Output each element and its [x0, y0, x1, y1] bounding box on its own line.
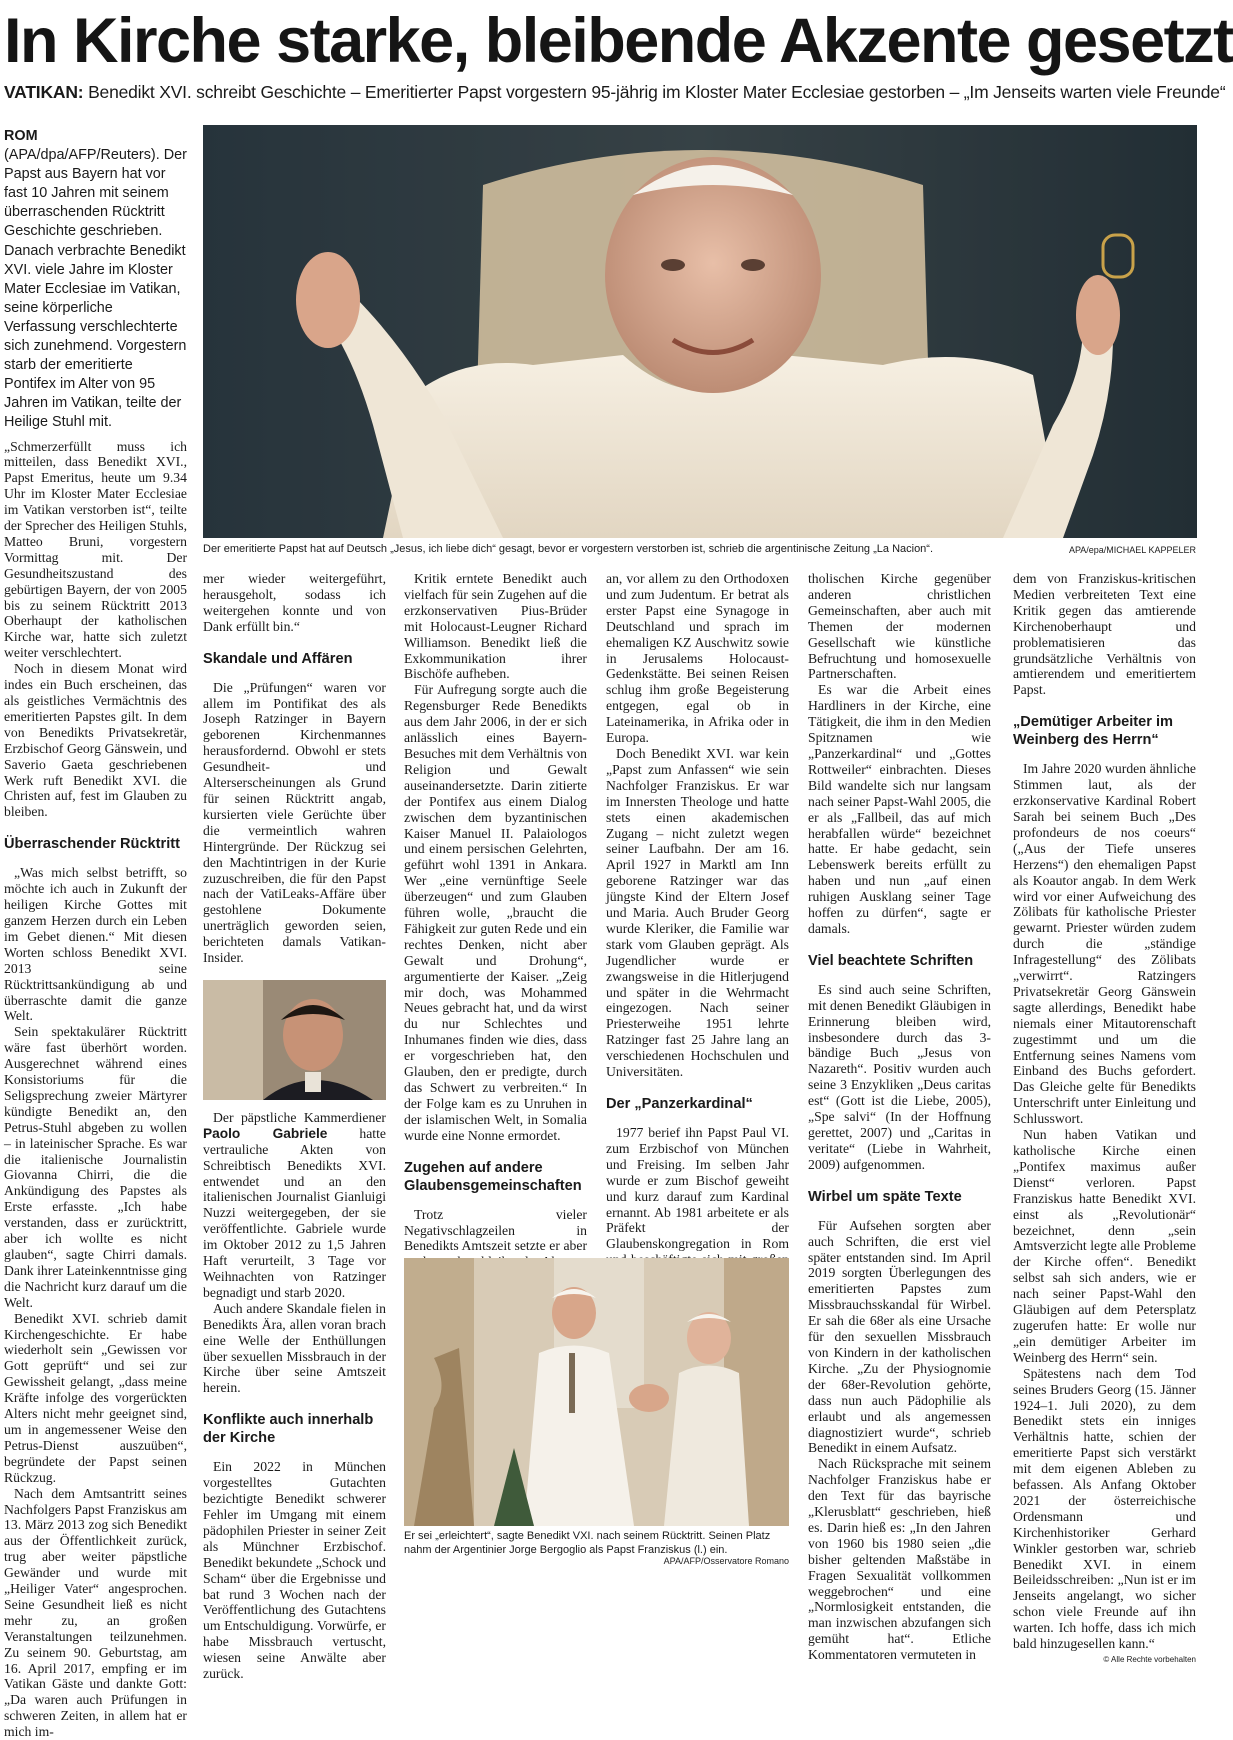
paragraph: Trotz vieler Negativschlagzeilen in Benedikts Amtszeit setzte er aber	[404, 1206, 587, 1254]
main-photo-image	[203, 125, 1197, 538]
paragraph: an, vor allem zu den Orthodoxen und zum Judentum. Er betrat als erster Papst eine Synagoge in Deutschland und sprach im ehemaligen KZ Auschwitz sowie in Jerusalems Holocaust-Gedenkstätte. Bei seinen Reisen schlug ihm große Begeisterung entgegen, egal ob in Lateinamerika, in Afrika oder in Europa.	[606, 571, 789, 746]
paragraph: Spätestens nach dem Tod seines Bruders Georg (15. Jänner 1924–1. Juli 2020), zu dem Benedikt stets ein inniges Verhältnis hatte, schien der emeritierte Papst sich verstärkt mit dem eigenen Ableben zu befassen. Als Anfang Oktober 2021 der österreichische Ordensmann und Kirchenhistoriker Gerhard Winkler gestorben war, schrieb Benedikt XVI. in einem Beileidsschreiben: „Nun ist er im Jenseits angelangt, wo sicher schon viele Freunde auf ihn warten. Ich hoffe, dass ich mich bald hinzugesellen kann.“	[1013, 1365, 1196, 1652]
column-2	[203, 571, 386, 1682]
paragraph: „Schmerzerfüllt muss ich mitteilen, dass Benedikt XVI., Papst Emeritus, heute um 9.34 Uhr im Kloster Mater Ecclesiae im Vatikan verstorben ist“, teilte der Sprecher des Heiligen Stuhls, Matteo Bruni, vorgestern Vormittag mit. Der Gesundheitszustand des gebürtigen Bayern, der von 2005 bis zu seinem Rücktritt 2013 Oberhaupt der katholischen Kirche war, hatte sich zuletzt weiter verschlechtert.	[4, 438, 187, 661]
column-4	[606, 571, 789, 1251]
subline-kicker: VATIKAN:	[4, 82, 84, 102]
paragraph: Ein 2022 in München vorgestelltes Gutachten bezichtigte Benedikt schwerer Fehler im Umgang mit einem pädophilen Priester in seiner Zeit als Münchner Erzbischof. Benedikt bekundete „Schock und Scham“ über die Ergebnisse und bat rund 3 Wochen nach der Veröffentlichung des Gutachtens um Entschuldigung. Vorwürfe, er habe Missbrauch vertuscht, wiesen seine Anwälte aber zurück.	[203, 1459, 386, 1682]
headline: In Kirche starke, bleibende Akzente gesetzt	[4, 6, 1233, 76]
paragraph: Im Jahre 2020 wurden ähnliche Stimmen laut, als der erzkonservative Kardinal Robert Sarah bei seinem Buch „Des profondeurs de nos coeurs“ („Aus der Tiefe unseres Herzens“) den ehemaligen Papst als Koautor angab. In dem Werk wird vor einer Aufweichung des Zölibats für katholische Priester gewarnt. Priester würden zudem durch die „ständige Infragestellung“ des Zölibats „verwirrt“. Ratzingers Privatsekretär Georg Gänswein sagte allerdings, Benedikt habe niemals einer Mitautorenschaft zugestimmt und um die Entfernung seines Namens vom Einband des Buchs gefordert. Das Gleiche gelte für Benedikts Unterschrift unter Einleitung und Schlusswort.	[1013, 761, 1196, 1127]
rights-notice: © Alle Rechte vorbehalten	[1103, 1655, 1196, 1664]
bottom-photo	[404, 1258, 789, 1526]
paragraph: Es sind auch seine Schriften, mit denen Benedikt Gläubigen in Erinnerung bleiben wird, insbesondere durch das 3-bändige Buch „Jesus von Nazareth“. Positiv wurden auch seine 3 Enzykliken „Deus caritas est“ (Gott ist die Liebe, 2005), „Spe salvi“ (In der Hoffnung gerettet, 2007) und „Caritas in veritate“ (Liebe in Wahrheit, 2009) aufgenommen.	[808, 981, 991, 1172]
paragraph: Sein spektakulärer Rücktritt wäre fast überhört worden. Ausgerechnet während eines Konsistoriums für die Seligsprechung zweier Märtyrer kündigte Benedikt an, den Petrus-Stuhl abgeben zu wollen – in lateinischer Sprache. Es war die italienische Journalistin Giovanna Chirri, die die Ankündigung des Papstes als Erste erfasste. „Ich habe verstanden, dass er zurücktritt, aber ich wollte es nicht glauben“, sagte Chirri damals. Dank ihrer Lateinkenntnisse ging die Nachricht kurz darauf um die Welt.	[4, 1024, 187, 1310]
paragraph-text: hatte vertrauliche Akten von Schreibtisch Benedikts XVI. entwendet und an den italienischen Journalist Gianluigi Nuzzi weitergegeben, der sie veröffentlichte. Gabriele wurde im Oktober 2012 zu 1,5 Jahren Haft verurteilt, 3 Tage vor Weihnachten von Ratzinger begnadigt und starb 2020.	[203, 1125, 386, 1300]
subheading: „Demütiger Arbeiter im Weinberg des Herrn“	[1013, 714, 1174, 749]
paragraph: tholischen Kirche gegenüber anderen christlichen Gemeinschaften, aber auch mit Themen der modernen Gesellschaft wie künstliche Befruchtung und homosexuelle Partnerschaften.	[808, 571, 991, 682]
paragraph: Kritik erntete Benedikt auch vielfach für sein Zugehen auf die erzkonservativen Pius-Brüder mit Holocaust-Leugner Richard Williamson. Benedikt ließ die Exkommunikation ihrer Bischöfe aufheben.	[404, 571, 587, 682]
paragraph-text: Der päpstliche Kammerdiener	[213, 1109, 386, 1125]
lead-paragraph	[4, 127, 187, 433]
subheading: Zugehen auf andere Glaubensgemeinschaften	[404, 1159, 582, 1194]
column-1	[4, 127, 187, 1740]
bottom-photo-image	[404, 1258, 789, 1526]
subline	[4, 80, 1226, 104]
portrait-photo	[203, 980, 386, 1100]
subheading: Der „Panzerkardinal“	[606, 1096, 753, 1112]
person-name: Paolo Gabriele	[203, 1125, 328, 1141]
column-6	[1013, 571, 1196, 1664]
subheading: Konflikte auch innerhalb der Kirche	[203, 1412, 374, 1447]
paragraph: Für Aufsehen sorgten aber auch Schriften, die erst viel später entstanden sind. Im April 2019 sorgten Überlegungen des emeritierten Papstes zum Missbrauchsskandal für Wirbel. Er sah die 68er als eine Ursache für den sexuellen Missbrauch von Kindern in der katholischen Kirche. „Zu der Physiognomie der 68er-Revolution gehörte, dass nun auch Pädophilie als erlaubt und als angemessen diagnostiziert wurde“, schrieb Benedikt in einem Aufsatz.	[808, 1217, 991, 1456]
paragraph: Benedikt XVI. schrieb damit Kirchengeschichte. Er habe wiederholt sein „Gewissen vor Gott geprüft“ und sei zur Gewissheit gelangt, „dass meine Kräfte infolge des vorgerückten Alters nicht mehr geeignet sind, um in angemessener Weise den Petrus-Dienst auszuüben“, begründete der Papst seinen Rückzug.	[4, 1310, 187, 1485]
paragraph: Auch andere Skandale fielen in Benedikts Ära, allen voran brach eine Welle der Enthüllungen über sexuellen Missbrauch in der Kirche über seine Amtszeit herein.	[203, 1300, 386, 1396]
paragraph: Doch Benedikt XVI. war kein „Papst zum Anfassen“ wie sein Nachfolger Franziskus. Er war im Innersten Theologe und hatte stets einen akademischen Zugang – nicht zuletzt wegen seiner Laufbahn. Der am 16. April 1927 in Marktl am Inn geborene Ratzinger war das jüngste Kind der Eltern Josef und Maria. Auch Bruder Georg wurde Kleriker, die Familie war stark vom Glauben geprägt. Als Jugendlicher wurde er zwangsweise in die Hitlerjugend und später in die Wehrmacht eingezogen. Nach seiner Priesterweihe 1951 lehrte Ratzinger fast 25 Jahre lang an verschiedenen Hochschulen und Universitäten.	[606, 745, 789, 1080]
lead-text: (APA/dpa/AFP/Reuters). Der Papst aus Bayern hat vor fast 10 Jahren mit seinem überraschenden Rücktritt Geschichte geschrieben. Danach verbrachte Benedikt XVI. viele Jahre im Kloster Mater Ecclesiae im Vatikan, seine körperliche Verfassung verschlechterte sich zunehmend. Vorgestern starb der emeritierte Pontifex im Alter von 95 Jahren im Vatikan, teilte der Heilige Stuhl mit.	[4, 147, 187, 431]
paragraph: 1977 berief ihn Papst Paul VI. zum Erzbischof von München und Freising. Im selben Jahr wurde er zum Bischof geweiht und kurz darauf zum Kardinal ernannt. Ab 1981 arbeitete er als Präfekt der Glaubenskongregation in Rom	[606, 1125, 789, 1252]
bottom-photo-credit: APA/AFP/Osservatore Romano	[663, 1556, 789, 1566]
paragraph	[203, 1110, 386, 1301]
paragraph: mer wieder weitergeführt, herausgeholt, sodass ich weitergehen konnte und von Dank erfüllt bin.“	[203, 571, 386, 634]
main-photo-caption: Der emeritierte Papst hat auf Deutsch „Jesus, ich liebe dich“ gesagt, bevor er vorgestern verstorben ist, schrieb die argentinische Zeitung „La Nacion“.	[203, 543, 934, 555]
paragraph: Es war die Arbeit eines Hardliners in der Kirche, eine Tätigkeit, die ihm in den Medien Spitznamen wie „Panzerkardinal“ und „Gottes Rottweiler“ einbrachten. Dieses Bild wandelte sich nur langsam nach seiner Papst-Wahl 2005, die er als „Fallbeil, das auf mich herabfallen würde“ bezeichnet hatte. Er habe gedacht, sein Lebenswerk bereits erfüllt zu haben und nun „auf einen ruhigen Ausklang seiner Tage hoffen zu dürfen“, sagte er damals.	[808, 682, 991, 936]
paragraph: Nach dem Amtsantritt seines Nachfolgers Papst Franziskus am 13. März 2013 zog sich Benedikt aus der Öffentlichkeit zurück, trug aber weiter päpstliche Gewänder und wurde mit „Heiliger Vater“ angesprochen. Seine Gesundheit ließ es nicht mehr zu, an großen Veranstaltungen teilzunehmen. Zu seinem 90. Geburtstag, am 16. April 2017, empfing er im Vatikan Gäste und dankte Gott: „Da waren auch Prüfungen in schweren Zeiten, in allem hat er mich im-	[4, 1485, 187, 1740]
paragraph: Für Aufregung sorgte auch die Regensburger Rede Benedikts aus dem Jahr 2006, in der er sich anlässlich eines Bayern-Besuches mit dem Verhältnis von Religion und Gewalt auseinandersetzte. Darin zitierte der Pontifex aus einem Dialog zwischen dem byzantinischen Kaiser Manuel II. Palaiologos und einem persischen Gelehrten, geführt wohl 1391 in Ankara. Wer „eine vernünftige Seele überzeugen“ und zum Glauben führen wolle, „braucht die Fähigkeit zur guten Rede und ein rechtes Denken, nicht aber Gewalt und Drohung“, argumentierte der Kaiser. „Zeig mir doch, was Mohammed Neues gebracht hat, und da wirst du nur Schlechtes und Inhumanes finden wie dies, dass er vorgeschrieben hat, den Glauben, den er predigte, durch das Schwert zu verbreiten.“ In der Folge kam es zu Unruhen in der islamischen Welt, in Somalia wurde eine Nonne ermordet.	[404, 682, 587, 1143]
subheading: Viel beachtete Schriften	[808, 952, 974, 969]
subline-text: Benedikt XVI. schreibt Geschichte – Emeritierter Papst vorgestern 95-jährig im Kloster Mater Ecclesiae gestorben – „Im Jenseits warten viele Freunde“	[83, 82, 1226, 102]
column-3	[404, 571, 587, 1254]
subheading: Wirbel um späte Texte	[808, 1188, 962, 1205]
paragraph: Nun haben Vatikan und katholische Kirche einen „Pontifex maximus außer Dienst“ verloren. Papst Franziskus hatte Benedikt XVI. einst als „Revolutionär“ bezeichnet, denn „sein Amtsverzicht legte alle Probleme der Kirche offen“. Benedikt selbst sah sich anders, wie er nach seiner Papst-Wahl den Gläubigen auf dem Petersplatz zugerufen hatte: Er wolle nur „ein demütiger Arbeiter im Weinberg des Herrn“ sein.	[1013, 1127, 1196, 1365]
paragraph: „Was mich selbst betrifft, so möchte ich auch in Zukunft der heiligen Kirche Gottes mit ganzem Herzen durch ein Leben im Gebet dienen.“ Mit diesen Worten schloss Benedikt XVI. 2013 seine Rücktrittsankündigung ab und überraschte damit die ganze Welt.	[4, 865, 187, 1024]
paragraph: Noch in diesem Monat wird indes ein Buch erscheinen, das als geistliches Vermächtnis des emeritierten Papstes gilt. In dem von Benedikts Privatsekretär, Erzbischof Georg Gänswein, und Saverio Gaeta geschriebenen Werk ruft Benedikt XVI. die Christen auf, fest im Glauben zu bleiben.	[4, 661, 187, 820]
dateline: ROM	[4, 128, 38, 144]
subheading: Überraschender Rücktritt	[4, 836, 180, 853]
paragraph: dem von Franziskus-kritischen Medien verbreiteten Text eine Kritik gegen das amtierende Kirchenoberhaupt und problematisieren das grundsätzliche Verhältnis von amtierendem und emeritiertem Papst.	[1013, 571, 1196, 698]
column-5	[808, 571, 991, 1663]
subheading: Skandale und Affären	[203, 650, 353, 667]
bottom-photo-caption: Er sei „erleichtert“, sagte Benedikt VXI. nach seinem Rücktritt. Seinen Platz nahm der Argentinier Jorge Bergoglio als Papst Franziskus (l.) ein.	[404, 1530, 771, 1556]
paragraph: Die „Prüfungen“ waren vor allem im Pontifikat des als Joseph Ratzinger in Bayern geborenen Kirchenmannes herausfordernd. Obwohl er stets Gesundheit- und Alterserscheinungen als Grund für seinen Rücktritt angab, kursierten viele Gerüchte über die vermeintlich wahren Hintergründe. Der Rückzug sei den Machtintrigen in der Kurie zuzuschreiben, die für den Papst nach der VatiLeaks-Affäre über gestohlene Dokumente unerträglich geworden seien, berichteten damals Vatikan-Insider.	[203, 679, 386, 966]
portrait-photo-image	[203, 980, 386, 1100]
paragraph: Nach Rücksprache mit seinem Nachfolger Franziskus habe er den Text für das bayrische „Klerusblatt“ geschrieben, hieß es. Darin hieß es: „In den Jahren von 1960 bis 1980 seien „die bisher geltenden Maßstäbe in Fragen Sexualität vollkommen weggebrochen“ und eine „Normlosigkeit entstanden, die man inzwischen abzufangen sich gemüht hat“. Etliche Kommentatoren vermuteten in	[808, 1456, 991, 1663]
main-photo-credit: APA/epa/MICHAEL KAPPELER	[1068, 545, 1196, 555]
main-photo	[203, 125, 1197, 538]
